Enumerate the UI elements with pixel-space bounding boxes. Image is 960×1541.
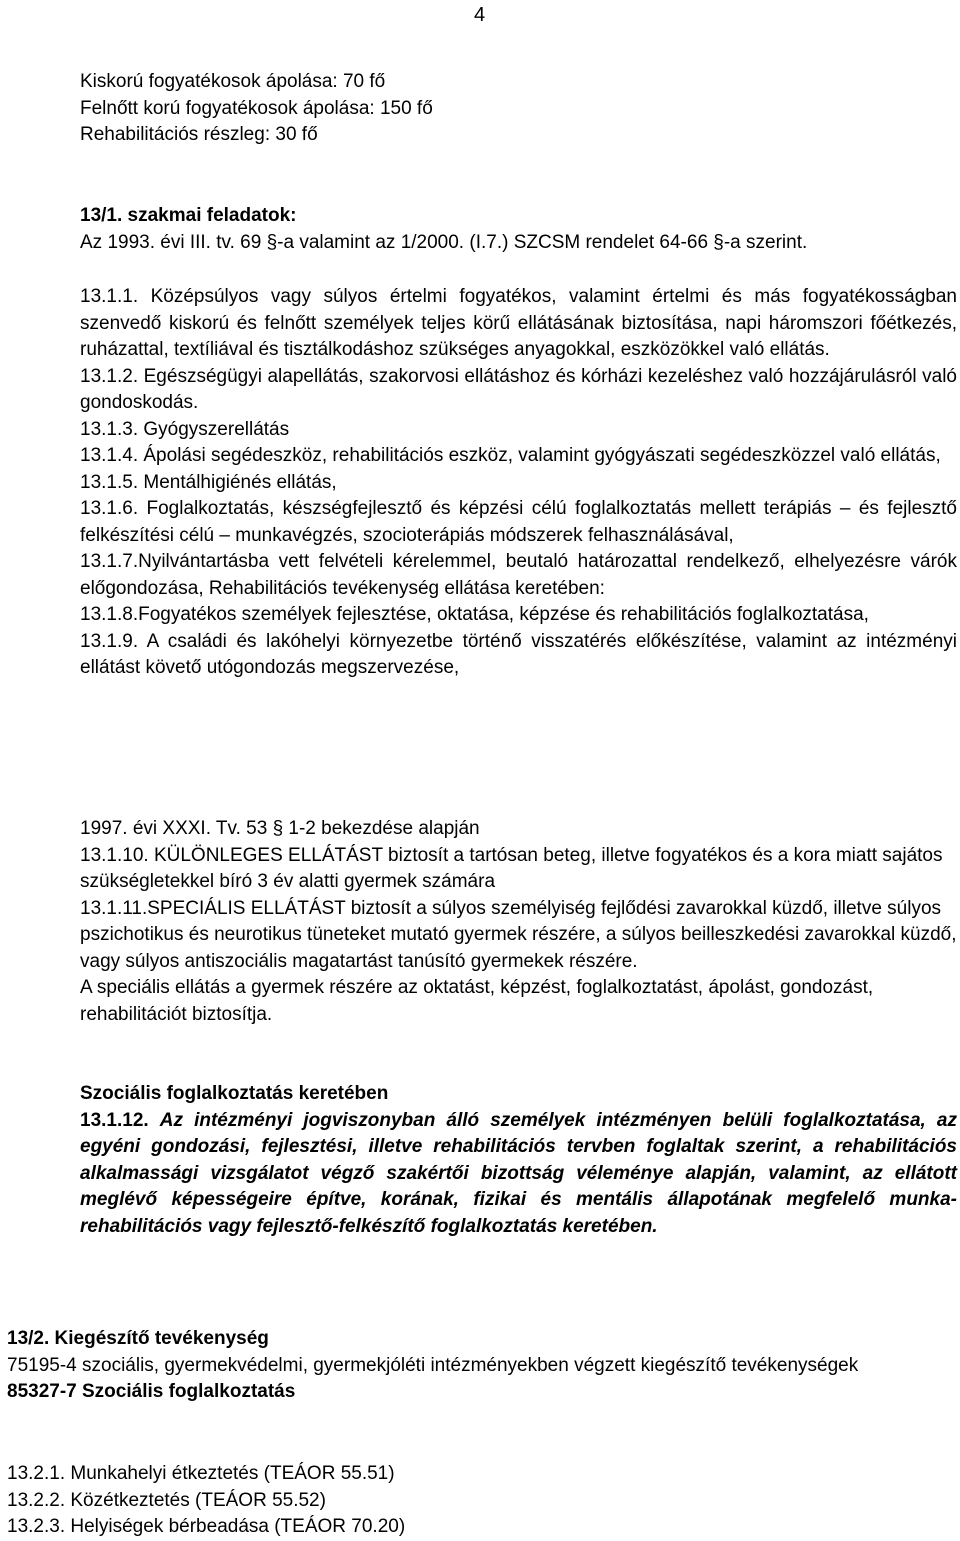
capacity-line: Rehabilitációs részleg: 30 fő [80, 124, 318, 145]
section-intro: Az 1993. évi III. tv. 69 §-a valamint az 1/2000. (I.7.) SZCSM rendelet 64-66 §-a szerint. [80, 231, 808, 253]
list-item: 13.1.9. A családi és lakóhelyi környezetbe történő visszatérés előkészítése, valamint az intézményi ellátást követő utógondozás megszervezése, [80, 630, 957, 678]
section-13-2 [7, 1326, 957, 1406]
social-employment-section [80, 1081, 957, 1240]
section-heading: Szociális foglalkoztatás keretében [80, 1083, 389, 1104]
list-item: 13.2.2. Közétkeztetés (TEÁOR 55.52) [7, 1489, 326, 1511]
list-item: 13.1.3. Gyógyszerellátás [80, 418, 290, 440]
capacity-line: Felnőtt korú fogyatékosok ápolása: 150 fő [80, 97, 433, 119]
list-item: 13.2.1. Munkahelyi étkeztetés (TEÁOR 55.51) [7, 1463, 395, 1484]
section-heading: 13/1. szakmai feladatok: [80, 205, 297, 226]
list-item: 13.1.7.Nyilvántartásba vett felvételi kérelemmel, beutaló határozattal rendelkező, elhelyezésre várók előgondozása, Rehabilitációs tevékenység ellátása keretében: [80, 551, 957, 599]
list-item: 13.1.11.SPECIÁLIS ELLÁTÁST biztosít a súlyos személyiség fejlődési zavarokkal küzdő, illetve súlyos pszichotikus és neurotikus tüneteket mutató gyermek részére, a súlyos beilleszkedési zavarokkal küzdő, vagy súlyos antiszociális magatartást tanúsító gyermekek részére. [80, 897, 957, 972]
list-item: 13.1.2. Egészségügyi alapellátás, szakorvosi ellátáshoz és kórházi kezeléshez való hozzájárulásról való gondoskodás. [80, 365, 957, 413]
list-item: 13.1.8.Fogyatékos személyek fejlesztése, oktatása, képzése és rehabilitációs foglalkoztatása, [80, 604, 869, 625]
law-1997-section [80, 816, 957, 1028]
list-item: 13.1.10. KÜLÖNLEGES ELLÁTÁST biztosít a tartósan beteg, illetve fogyatékos és a kora miatt sajátos szükségletekkel bíró 3 év alatti gyermek számára [80, 844, 943, 892]
activity-line: 85327-7 Szociális foglalkoztatás [7, 1381, 296, 1402]
list-item: 13.1.5. Mentálhigiénés ellátás, [80, 471, 337, 493]
item-text: Az intézményi jogviszonyban álló személyek intézményen belüli foglalkoztatása, az egyéni gondozási, fejlesztési, illetve rehabilitációs tervben foglaltak szerint, a rehabilitációs alkalmassági vizsgálatot végző szakértői bizottság véleménye alapján, valamint, az ellátott meglévő képességeire építve, korának, fizikai és mentális állapotának megfelelő munka-rehabilitációs vagy fejlesztő-felkészítő foglalkoztatás keretében. [80, 1109, 957, 1237]
capacity-line: Kiskorú fogyatékosok ápolása: 70 fő [80, 71, 386, 92]
activity-line: 75195-4 szociális, gyermekvédelmi, gyermekjóléti intézményekben végzett kiegészítő tevékenységek [7, 1354, 859, 1376]
supplementary-list [7, 1461, 957, 1541]
section-heading: 13/2. Kiegészítő tevékenység [7, 1328, 269, 1349]
list-item: 13.1.4. Ápolási segédeszköz, rehabilitációs eszköz, valamint gyógyászati segédeszközzel való ellátás, [80, 445, 941, 466]
list-item: 13.1.6. Foglalkoztatás, készségfejlesztő és képzési célú foglalkoztatás mellett terápiás – és fejlesztő felkészítési célú – munkavégzés, szocioterápiás módszerek felhasználásával, [80, 498, 957, 546]
page-number: 4 [474, 4, 486, 26]
task-list [80, 284, 957, 682]
capacity-list [80, 69, 957, 149]
list-item: 13.2.3. Helyiségek bérbeadása (TEÁOR 70.20) [7, 1516, 406, 1537]
section-intro: 1997. évi XXXI. Tv. 53 § 1-2 bekezdése alapján [80, 818, 480, 839]
list-item: 13.1.1. Középsúlyos vagy súlyos értelmi fogyatékos, valamint értelmi és más fogyatékosságban szenvedő kiskorú és felnőtt személyek teljes körű ellátásának biztosítása, napi háromszori főétkezés, ruházattal, textíliával és tisztálkodáshoz szükséges anyagokkal, eszközökkel való ellátás. [80, 286, 957, 360]
section-13-1 [80, 203, 957, 256]
item-number: 13.1.12. [80, 1109, 149, 1131]
list-item: A speciális ellátás a gyermek részére az oktatást, képzést, foglalkoztatást, ápolást, gondozást, rehabilitációt biztosítja. [80, 977, 874, 1025]
